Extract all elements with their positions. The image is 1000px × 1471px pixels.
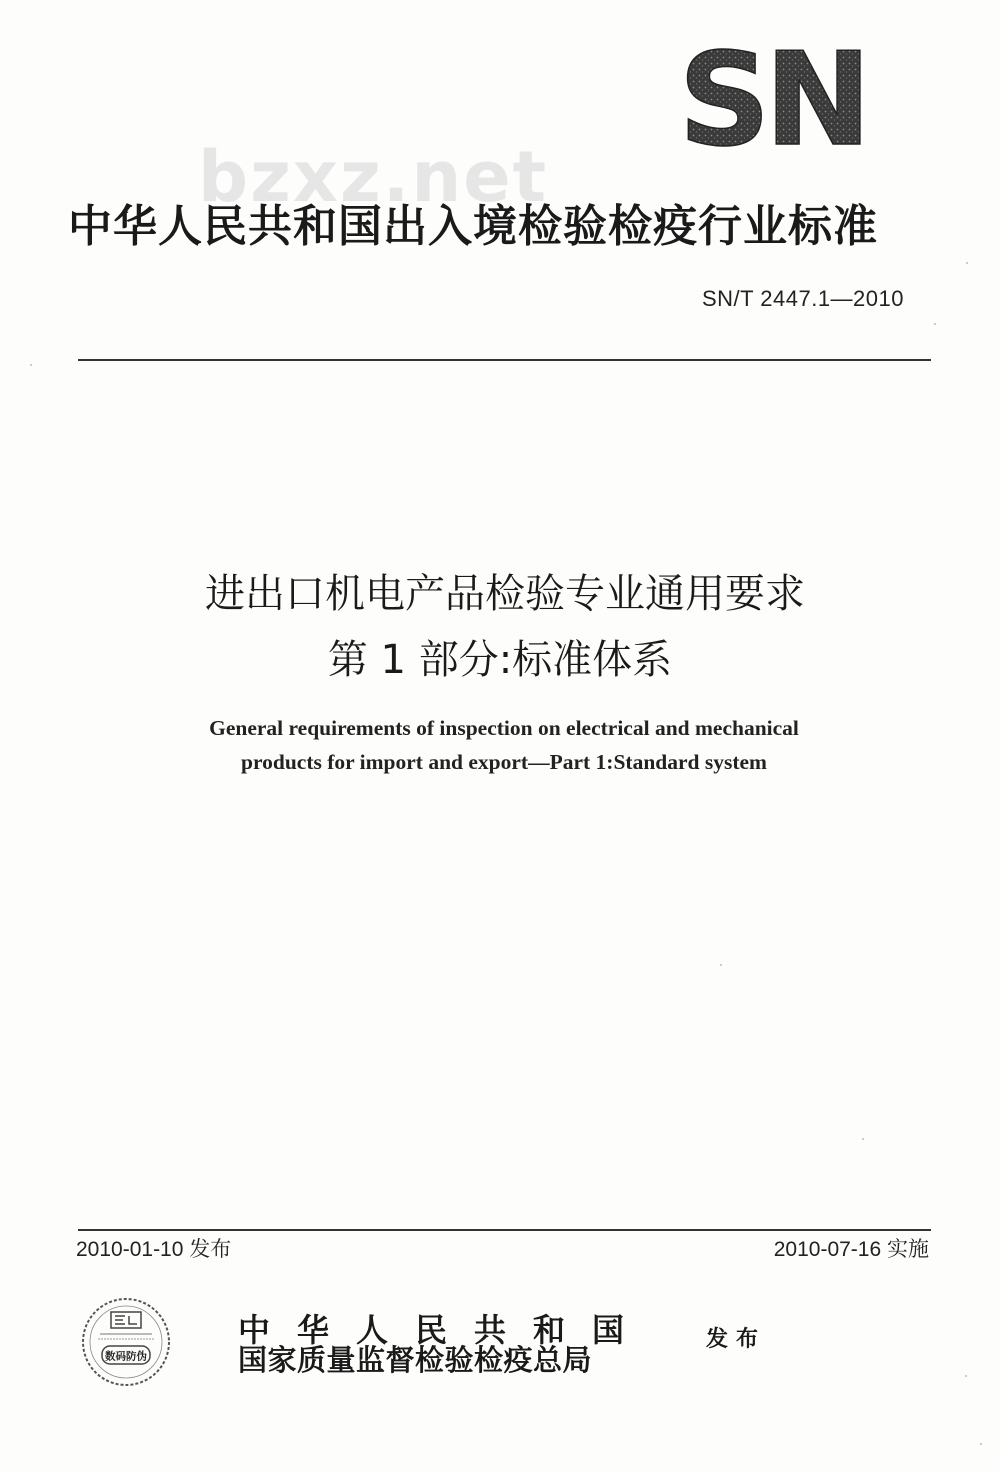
scan-speck [720, 964, 722, 966]
scan-speck [966, 262, 968, 264]
issuer-agency: 国家质量监督检验检疫总局 [238, 1343, 593, 1377]
header-title: 中华人民共和国出入境检验检疫行业标准 [68, 201, 878, 252]
scan-speck [30, 364, 32, 366]
top-divider [78, 359, 931, 361]
bottom-divider [78, 1229, 931, 1231]
chinese-title-line-2: 第 1 部分:标准体系 [327, 637, 673, 683]
sn-logo [668, 44, 876, 152]
sn-logo-text: SN [678, 44, 866, 152]
scan-speck [980, 1443, 982, 1445]
scan-speck [862, 1138, 864, 1140]
english-title-line-2: products for import and export—Part 1:Standard system [241, 750, 767, 774]
issuer-publish-label: 发布 [706, 1327, 767, 1352]
issuer-country: 中华人民共和国 [238, 1311, 652, 1349]
scan-speck [965, 1375, 967, 1377]
issue-date: 2010-01-10 发布 [76, 1238, 232, 1261]
english-title-line-1: General requirements of inspection on electrical and mechanical [209, 716, 799, 740]
scan-speck [934, 323, 936, 325]
implementation-date: 2010-07-16 实施 [773, 1238, 929, 1261]
anti-counterfeit-seal [80, 1296, 172, 1388]
seal-inner-text: 数码防伪 [105, 1350, 147, 1363]
chinese-title-line-1: 进出口机电产品检验专业通用要求 [205, 571, 805, 617]
standard-number: SN/T 2447.1—2010 [701, 286, 904, 311]
watermark: bzxz.net [198, 136, 549, 218]
